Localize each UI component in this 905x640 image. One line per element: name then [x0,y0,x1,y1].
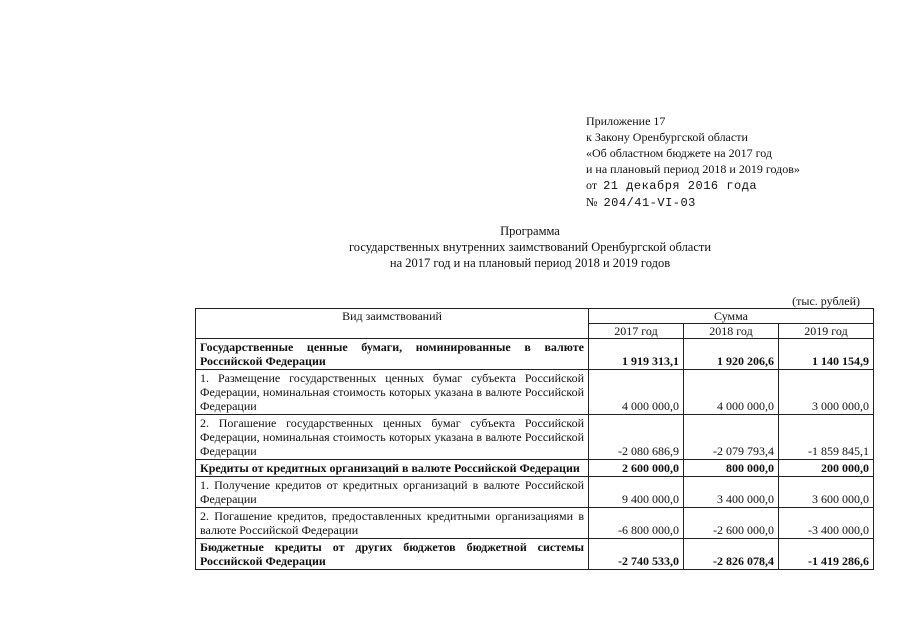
header-year-2019: 2019 год [779,324,874,339]
date-prefix: от [586,178,598,192]
title-line-1: Программа [500,224,560,238]
table-row [196,460,874,477]
row-value-2017: 9 400 000,0 [589,477,684,508]
row-value-2019: -1 859 845,1 [779,415,874,460]
appendix-doc-number [586,194,800,211]
appendix-date [586,177,800,194]
row-name: 2. Погашение кредитов, предоставленных кредитными организациями в валюте Российской Федерации [196,508,589,539]
row-value-2019: 3 000 000,0 [779,370,874,415]
unit-label: (тыс. рублей) [792,294,860,308]
header-year-2017: 2017 год [589,324,684,339]
number-prefix: № [586,195,598,209]
appendix-header [586,113,800,211]
row-value-2018: 1 920 206,6 [684,339,779,370]
row-value-2018: -2 826 078,4 [684,539,779,570]
row-value-2018: 800 000,0 [684,460,779,477]
table-row [196,415,874,460]
row-value-2017: 1 919 313,1 [589,339,684,370]
title-line-3: на 2017 год и на плановый период 2018 и 2019 годов [389,256,671,270]
table-row [196,370,874,415]
row-value-2019: -1 419 286,6 [779,539,874,570]
date-value: 21 декабря 2016 года [603,179,758,193]
table-row [196,339,874,370]
table-row [196,508,874,539]
row-name: Государственные ценные бумаги, номинированные в валюте Российской Федерации [196,339,589,370]
table-row [196,477,874,508]
row-value-2017: -2 740 533,0 [589,539,684,570]
row-name: Бюджетные кредиты от других бюджетов бюджетной системы Российской Федерации [196,539,589,570]
row-value-2019: 3 600 000,0 [779,477,874,508]
number-value: 204/41-VI-03 [603,196,696,210]
row-value-2017: -2 080 686,9 [589,415,684,460]
row-name: 2. Погашение государственных ценных бумаг субъекта Российской Федерации, номинальная стоимость которых указана в валюте Российской Федерации [196,415,589,460]
row-value-2018: -2 600 000,0 [684,508,779,539]
table-row [196,539,874,570]
header-sum: Сумма [589,309,874,324]
row-value-2017: -6 800 000,0 [589,508,684,539]
title-line-2: государственных внутренних заимствований Оренбургской области [348,240,712,254]
row-name: Кредиты от кредитных организаций в валюте Российской Федерации [196,460,589,477]
row-name: 1. Размещение государственных ценных бумаг субъекта Российской Федерации, номинальная стоимость которых указана в валюте Российской Федерации [196,370,589,415]
row-value-2018: 3 400 000,0 [684,477,779,508]
borrowings-table [195,308,874,570]
document-title [300,223,760,271]
row-value-2017: 2 600 000,0 [589,460,684,477]
row-value-2019: 1 140 154,9 [779,339,874,370]
appendix-number: Приложение 17 [586,114,666,128]
header-year-2018: 2018 год [684,324,779,339]
row-value-2019: -3 400 000,0 [779,508,874,539]
appendix-law-title-cont: и на плановый период 2018 и 2019 годов» [586,162,800,176]
row-value-2019: 200 000,0 [779,460,874,477]
appendix-law-ref: к Закону Оренбургской области [586,130,748,144]
row-value-2017: 4 000 000,0 [589,370,684,415]
appendix-law-title: «Об областном бюджете на 2017 год [586,146,772,160]
header-type: Вид заимствований [196,309,589,339]
row-value-2018: 4 000 000,0 [684,370,779,415]
row-value-2018: -2 079 793,4 [684,415,779,460]
row-name: 1. Получение кредитов от кредитных организаций в валюте Российской Федерации [196,477,589,508]
